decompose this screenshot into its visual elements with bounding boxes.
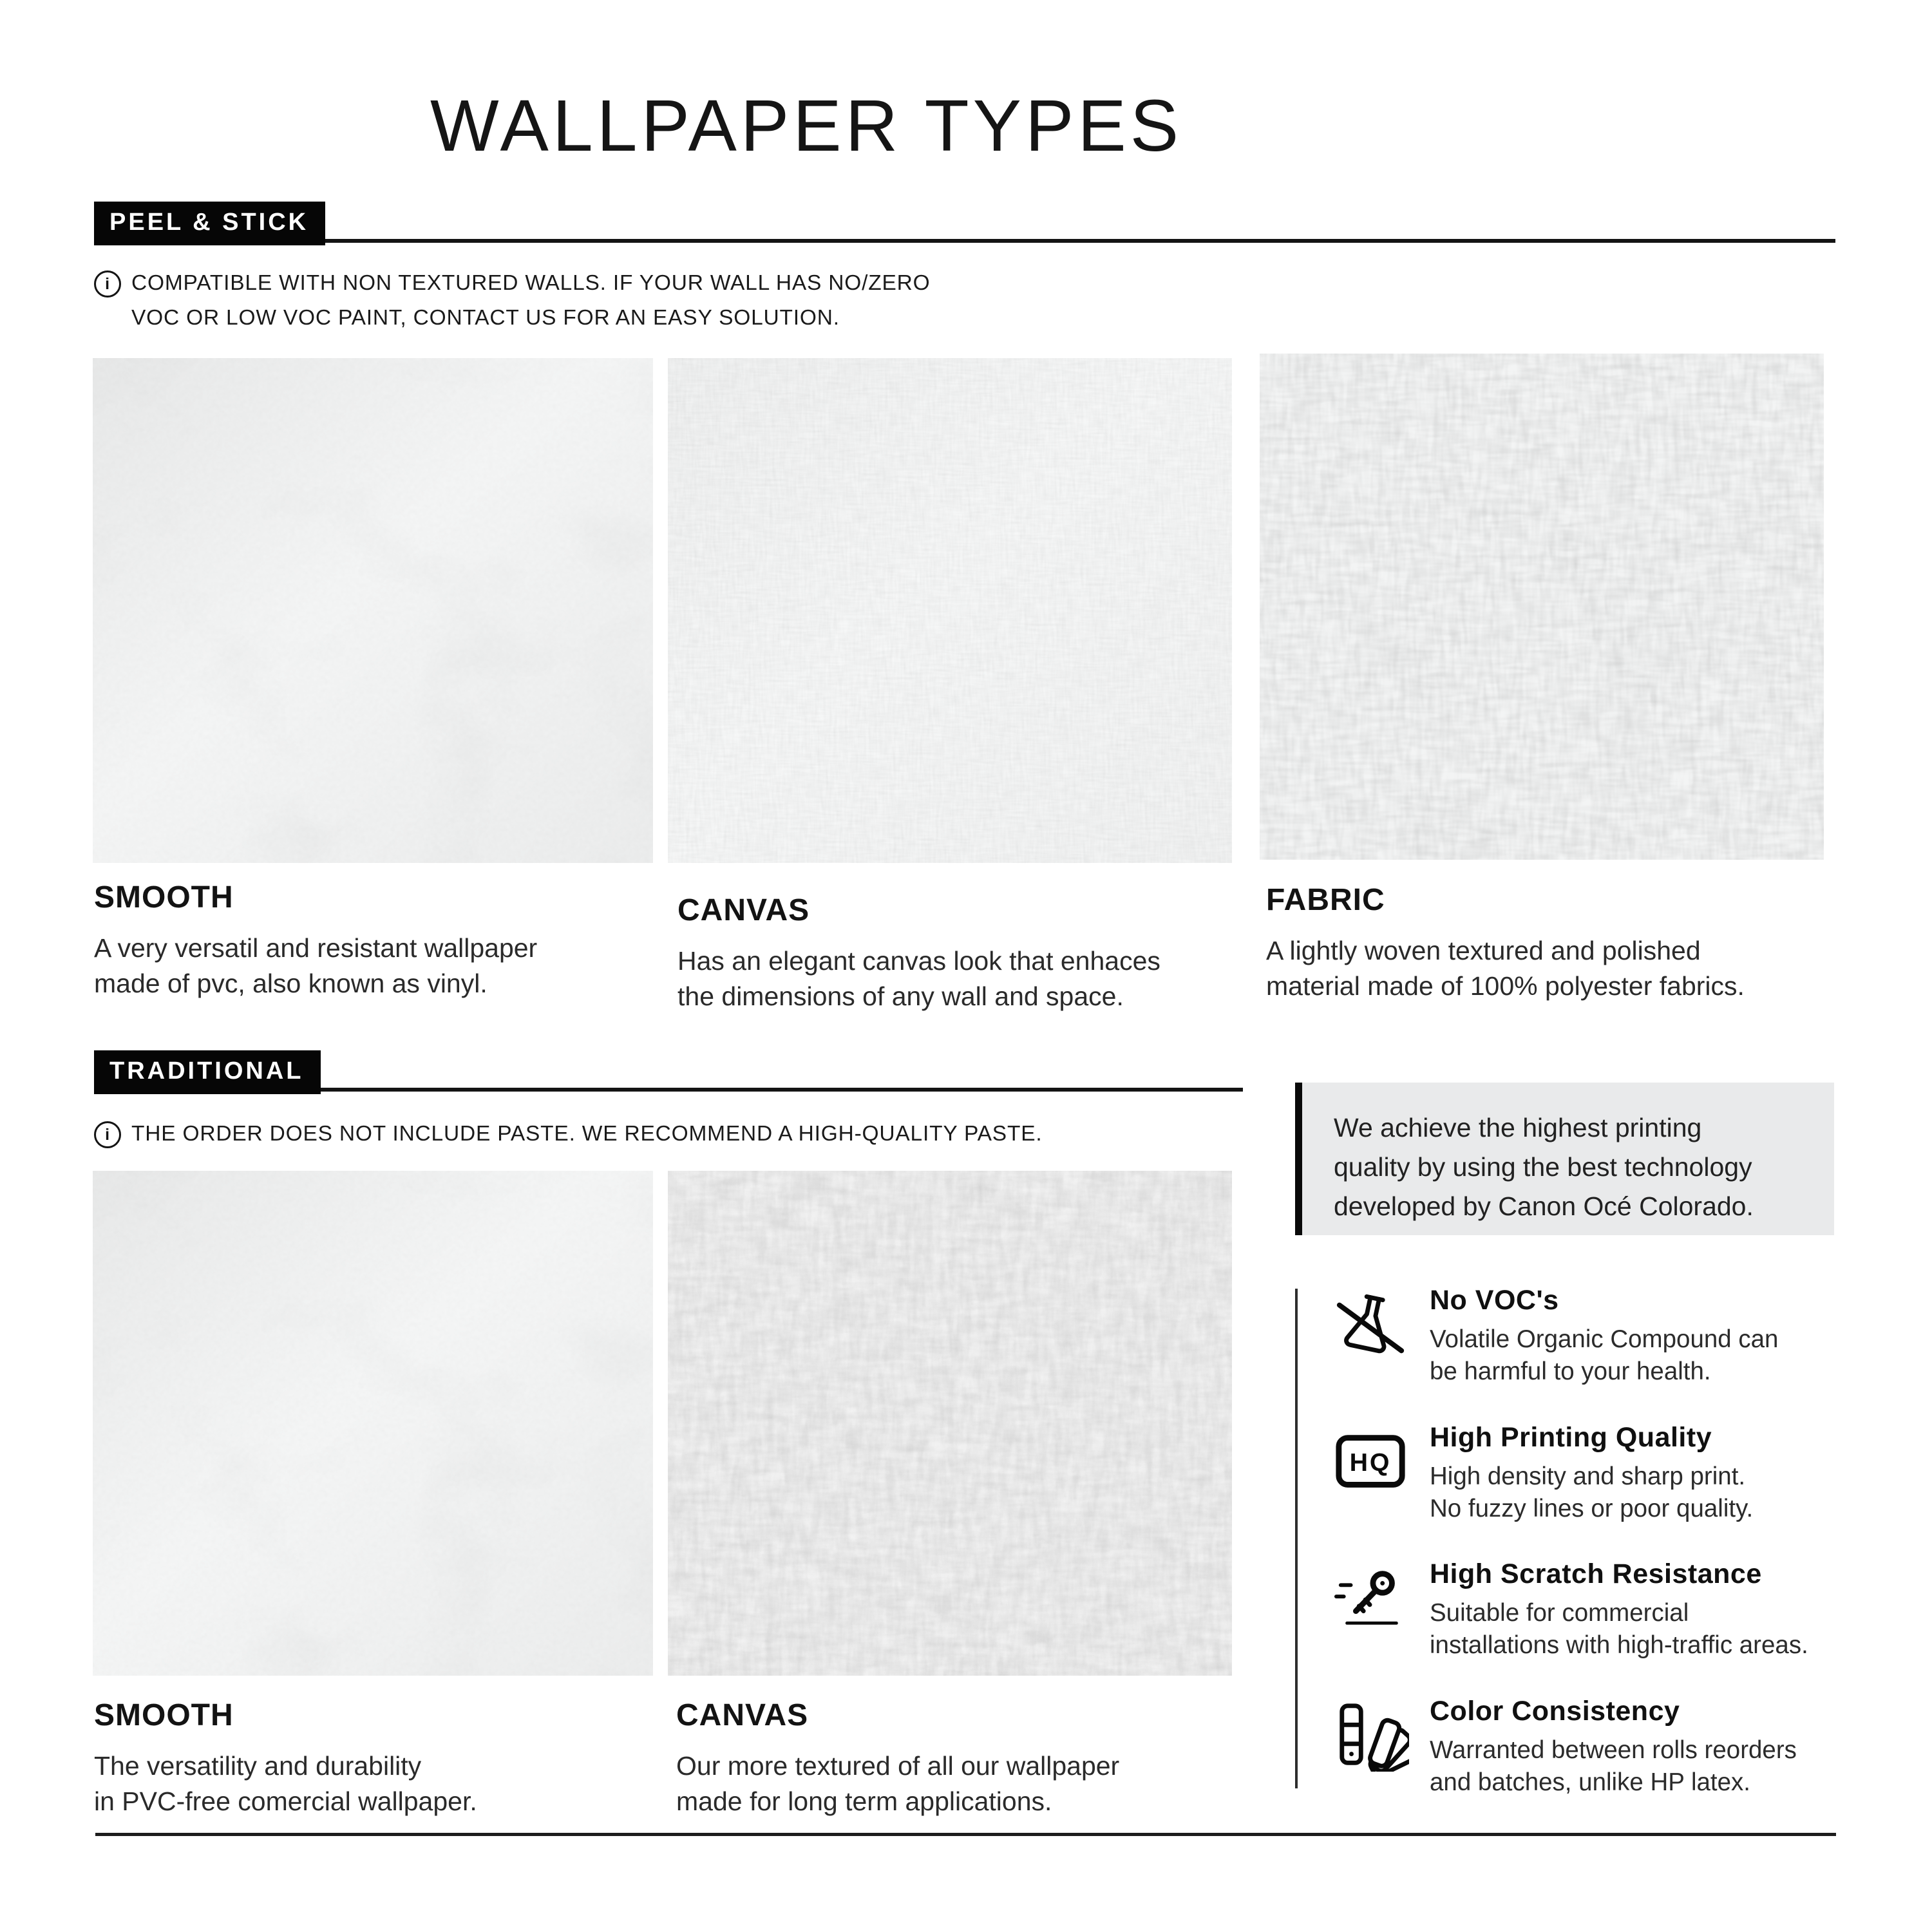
feature-description [1430, 1323, 1778, 1388]
quality-line: We achieve the highest printing [1334, 1113, 1702, 1142]
desc-line: in PVC-free comercial wallpaper. [94, 1786, 477, 1816]
quality-callout [1295, 1083, 1834, 1235]
swatch-title: SMOOTH [94, 1698, 234, 1732]
feature-high-scratch-resistance [1333, 1558, 1861, 1662]
info-icon: i [94, 1121, 121, 1148]
peel-stick-note [94, 266, 931, 336]
note-text [131, 266, 931, 336]
desc-line: High density and sharp print. [1430, 1463, 1746, 1490]
features-divider [1295, 1289, 1298, 1788]
hq-badge-label: HQ [1349, 1448, 1392, 1477]
desc-line: made of pvc, also known as vinyl. [94, 969, 488, 998]
feature-title: No VOC's [1430, 1285, 1559, 1316]
swatch-description [94, 1748, 477, 1819]
section-peel-stick-divider [94, 239, 1835, 243]
feature-color-consistency [1333, 1696, 1861, 1799]
desc-line: A lightly woven textured and polished [1266, 936, 1701, 965]
note-line: THE ORDER DOES NOT INCLUDE PASTE. WE RECOMMEND A HIGH-QUALITY PASTE. [131, 1122, 1043, 1146]
note-line: COMPATIBLE WITH NON TEXTURED WALLS. IF YOUR WALL HAS NO/ZERO [131, 271, 931, 295]
key-scratch-icon [1333, 1562, 1409, 1634]
note-text [131, 1117, 1042, 1151]
feature-description [1430, 1734, 1797, 1799]
bottom-divider [95, 1833, 1836, 1836]
feature-text [1430, 1285, 1778, 1388]
desc-line: material made of 100% polyester fabrics. [1266, 971, 1745, 1001]
swatch-traditional-canvas [668, 1171, 1232, 1676]
swatch-peel-stick-smooth [93, 358, 653, 863]
desc-line: the dimensions of any wall and space. [677, 981, 1124, 1011]
label-peel-stick-fabric [1266, 882, 1745, 1004]
desc-line: Our more textured of all our wallpaper [676, 1751, 1120, 1781]
swatch-title: CANVAS [677, 893, 810, 927]
label-traditional-smooth [94, 1698, 477, 1819]
section-label-peel-stick: PEEL & STICK [94, 202, 325, 245]
feature-text [1430, 1422, 1753, 1525]
note-line: VOC OR LOW VOC PAINT, CONTACT US FOR AN EASY SOLUTION. [131, 306, 840, 330]
swatch-peel-stick-canvas [668, 358, 1232, 863]
desc-line: Suitable for commercial [1430, 1599, 1689, 1627]
desc-line: A very versatil and resistant wallpaper [94, 933, 538, 963]
desc-line: Volatile Organic Compound can [1430, 1325, 1779, 1353]
desc-line: installations with high-traffic areas. [1430, 1631, 1808, 1659]
quality-line: developed by Canon Océ Colorado. [1334, 1191, 1754, 1221]
feature-high-printing-quality [1333, 1422, 1861, 1525]
swatch-description [677, 943, 1160, 1014]
desc-line: Has an elegant canvas look that enhaces [677, 946, 1160, 976]
label-traditional-canvas [676, 1698, 1119, 1819]
quality-line: quality by using the best technology [1334, 1152, 1752, 1182]
feature-title: Color Consistency [1430, 1696, 1680, 1727]
feature-text [1430, 1558, 1808, 1662]
desc-line: be harmful to your health. [1430, 1358, 1711, 1385]
swatch-traditional-smooth [93, 1171, 653, 1676]
label-peel-stick-canvas [677, 893, 1160, 1014]
traditional-note [94, 1117, 1042, 1151]
feature-description [1430, 1461, 1753, 1525]
feature-title: High Printing Quality [1430, 1422, 1712, 1453]
swatch-description [676, 1748, 1119, 1819]
label-peel-stick-smooth [94, 880, 537, 1001]
feature-no-voc [1333, 1285, 1861, 1388]
swatch-peel-stick-fabric [1260, 354, 1824, 860]
info-icon: i [94, 270, 121, 298]
swatch-title: FABRIC [1266, 883, 1385, 917]
section-label-traditional: TRADITIONAL [94, 1050, 321, 1094]
desc-line: Warranted between rolls reorders [1430, 1736, 1797, 1764]
swatch-title: CANVAS [676, 1698, 809, 1732]
swatch-description [94, 931, 537, 1001]
quality-callout-text [1334, 1108, 1821, 1226]
desc-line: No fuzzy lines or poor quality. [1430, 1495, 1754, 1522]
swatch-title: SMOOTH [94, 880, 234, 914]
page-title: WALLPAPER TYPES [430, 85, 1183, 166]
hq-badge-icon [1333, 1426, 1409, 1498]
feature-text [1430, 1696, 1797, 1799]
desc-line: made for long term applications. [676, 1786, 1052, 1816]
color-swatchbook-icon [1333, 1700, 1409, 1772]
feature-description [1430, 1597, 1808, 1662]
no-voc-flask-icon [1333, 1289, 1409, 1361]
desc-line: and batches, unlike HP latex. [1430, 1768, 1750, 1796]
desc-line: The versatility and durability [94, 1751, 422, 1781]
feature-title: High Scratch Resistance [1430, 1558, 1762, 1589]
swatch-description [1266, 933, 1745, 1004]
